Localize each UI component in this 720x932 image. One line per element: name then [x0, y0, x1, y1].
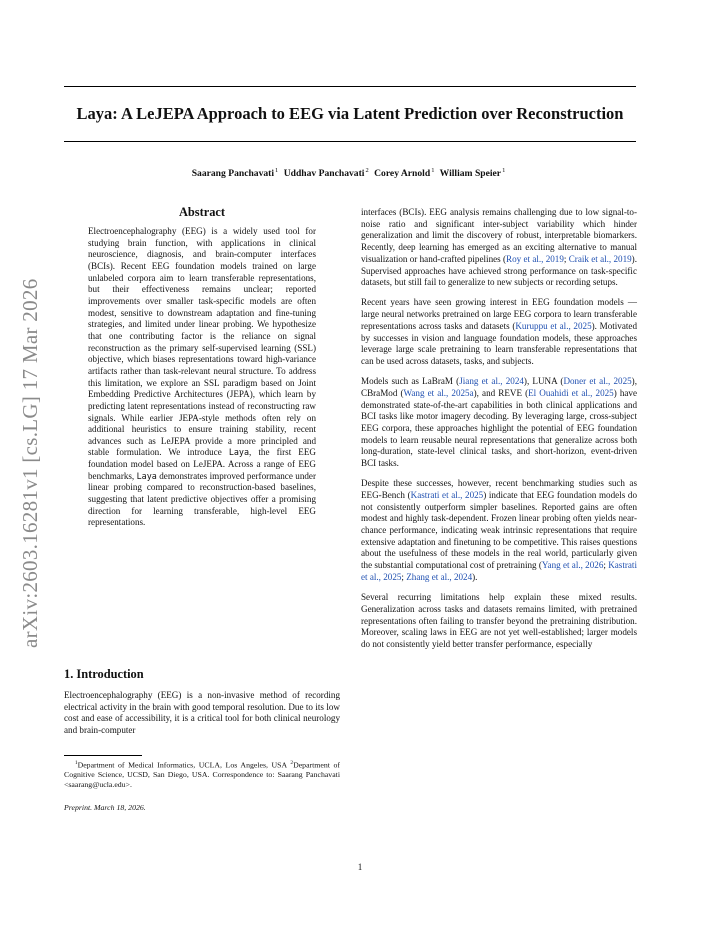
citation-link[interactable]: Zhang et al., 2024	[406, 571, 473, 582]
paragraph-text: Recent years have seen growing interest in EEG foundation models — large neural networks pretrained on large EEG corpora to learn transferable representations across tasks and datasets (	[361, 297, 637, 331]
body-paragraph	[361, 592, 637, 651]
body-paragraph	[361, 297, 637, 367]
paragraph-text: ;	[401, 571, 407, 582]
citation-link[interactable]: Kastrati et al., 2025	[410, 489, 484, 500]
citation-link[interactable]: Kastrati et al., 2025	[361, 560, 637, 582]
author-name: Saarang Panchavati	[191, 168, 275, 180]
footnote-rule	[64, 755, 142, 756]
page-number: 1	[357, 862, 363, 872]
paragraph-text: ;	[603, 560, 609, 571]
paragraph-text: ). Motivated by successes in vision and language foundation models, these approaches leverage large scale pretraining to learn transferable representations that can be used across datasets, tasks, and subjects.	[361, 320, 637, 366]
author-name: William Speier	[439, 168, 502, 180]
body-paragraph	[361, 207, 637, 289]
author-affiliation: 1	[431, 167, 435, 174]
paragraph-text: ;	[563, 253, 569, 264]
footnote-text: Department of Cognitive Science, UCSD, San Diego, USA. Correspondence to: Saarang Panchavati <saarang@ucla.edu>.	[64, 760, 340, 790]
affiliation-footnote	[64, 759, 340, 790]
footnote-mark: 1	[74, 760, 78, 766]
preprint-note: Preprint. March 18, 2026.	[64, 803, 146, 812]
citation-link[interactable]: El Ouahidi et al., 2025	[528, 387, 614, 398]
paragraph-text: interfaces (BCIs). EEG analysis remains challenging due to low signal-to-noise ratio and significant inter-subject variability which hinder generalization and limit the discovery of robust, interpretable biomarkers. Recently, deep learning has emerged as an exciting alternative to manual visualization or hand-crafted pipelines (	[361, 207, 637, 264]
paragraph-text: ). Supervised approaches have achieved strong performance on task-specific datasets, but still fail to generalize to new subjects or recording setups.	[361, 253, 637, 288]
abstract-segment: Electroencephalography (EEG) is a widely used tool for studying brain function, with applications in clinical neuroscience, diagnosis, and brain-computer interfaces (BCIs). Recent EEG foundation models trained on large unlabeled corpora aim to learn transferable representations, but their effectiveness remains unclear; reported improvements over smaller task-specific models are often modest, sensitive to downstream adaptation and fine-tuning strategies, and limited under linear probing. We hypothesize that one contributing factor is the reliance on signal reconstruction as the primary self-supervised learning (SSL) objective, which biases representations toward high-variance artifacts rather than task-relevant neural structure. To address this limitation, we explore an SSL paradigm based on Joint Embedding Predictive Architectures (JEPA), which learn by predicting latent representations instead of reconstructing raw signals. While earlier JEPA-style methods often rely on additional heuristics to ensure training stability, recent advances such as LeJEPA provide a more principled and stable formulation. We introduce	[88, 226, 316, 458]
paragraph-text: ), CBraMod (	[361, 376, 637, 398]
left-column	[64, 205, 340, 529]
author-affiliation: 1	[275, 167, 279, 174]
citation-link[interactable]: Yang et al., 2026	[541, 560, 604, 571]
paragraph-text: Models such as LaBraM (	[361, 376, 460, 387]
author-affiliation: 1	[502, 167, 506, 174]
paragraph-text: ) indicate that EEG foundation models do not consistently outperform simpler baselines. Reported gains are often modest and highly task-dependent. Frozen linear probing often yields near-chance performance, indicating weak intrinsic representations that require extensive adaptation and finetuning to be competitive. This raises questions about the usefulness of these models in the real world, particularly given the substantial computational cost of pretraining (	[361, 489, 637, 571]
abstract-segment: demonstrates improved performance under linear probing compared to reconstruction-based baselines, suggesting that latent predictive objectives offer a promising direction for learning transferable, high-level EEG representations.	[88, 470, 317, 528]
citation-link[interactable]: Doner et al., 2025	[563, 376, 632, 387]
title-rule-bottom	[64, 141, 636, 142]
citation-link[interactable]: Jiang et al., 2024	[459, 376, 524, 387]
abstract-text	[88, 226, 316, 529]
title-rule-top	[64, 86, 636, 87]
abstract-segment: , the first EEG foundation model based on LeJEPA. Across a range of EEG benchmarks,	[88, 447, 316, 481]
author-list	[64, 167, 636, 179]
model-name: Laya	[228, 447, 250, 458]
citation-link[interactable]: Roy et al., 2019	[506, 253, 564, 264]
section-heading-introduction: 1. Introduction	[64, 667, 144, 681]
paragraph-text: Several recurring limitations help explain these mixed results. Generalization across tasks and datasets remains limited, with pretrained representations often failing to transfer beyond the pretraining distribution. Moreover, scaling laws in EEG are not yet well-established; larger models do not consistently yield better transfer performance, especially	[361, 592, 637, 649]
citation-link[interactable]: Kuruppu et al., 2025	[515, 320, 592, 331]
footnote-mark: 2	[290, 760, 294, 766]
body-paragraph	[361, 478, 637, 583]
author-name: Uddhav Panchavati	[283, 168, 365, 180]
citation-link[interactable]: Craik et al., 2019	[568, 253, 632, 264]
body-paragraph	[361, 376, 637, 470]
paragraph-text: Despite these successes, however, recent benchmarking studies such as EEG-Bench (	[361, 478, 637, 500]
paragraph-text: ).	[472, 571, 478, 582]
abstract-heading: Abstract	[178, 205, 226, 219]
author-affiliation: 2	[365, 167, 369, 174]
author-name: Corey Arnold	[374, 168, 431, 180]
paper-title: Laya: A LeJEPA Approach to EEG via Latent Prediction over Reconstruction	[76, 104, 624, 123]
paragraph-text: ) have demonstrated state-of-the-art capabilities in both clinical applications and BCI tasks like motor imagery decoding. By leveraging large, cross-subject EEG corpora, these approaches highlight the potential of EEG foundation models to learn reusable neural representations that generalize across both long-duration, state-level clinical tasks, and short-horizon, event-driven BCI tasks.	[361, 387, 638, 469]
paragraph-text: ), LUNA (	[523, 376, 564, 387]
citation-link[interactable]: Wang et al., 2025a	[403, 387, 474, 398]
arxiv-identifier: arXiv:2603.16281v1 [cs.LG] 17 Mar 2026	[18, 278, 42, 648]
right-column	[361, 207, 637, 659]
model-name: Laya	[136, 470, 157, 481]
footnote-text: Department of Medical Informatics, UCLA, Los Angeles, USA	[77, 760, 291, 770]
paragraph-text: ), and REVE (	[473, 387, 529, 398]
intro-paragraph: Electroencephalography (EEG) is a non-invasive method of recording electrical activity in the brain with good temporal resolution. Due to its low cost and ease of accessibility, it is a critical tool for both clinical neurology and brain-computer	[64, 690, 340, 736]
